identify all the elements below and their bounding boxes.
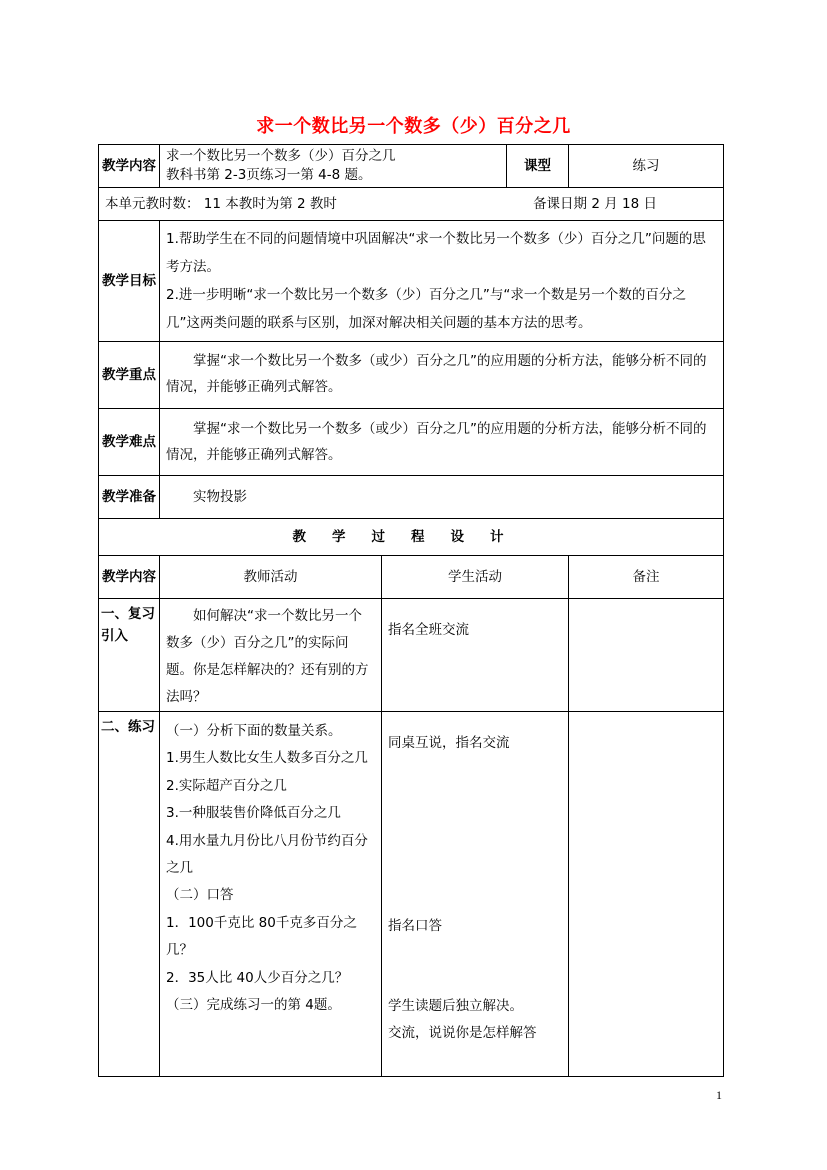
goals-row xyxy=(99,221,724,342)
type-label: 课型 xyxy=(507,145,569,188)
column-header: 教师活动 xyxy=(160,556,382,599)
content-row xyxy=(99,145,724,188)
teacher-activity xyxy=(160,712,382,1077)
unit-info-row xyxy=(99,188,724,221)
section-label: 二、练习 xyxy=(99,712,160,1077)
content-label: 教学内容 xyxy=(99,145,160,188)
content-value xyxy=(160,145,507,188)
student-line: 同桌互说，指名交流 xyxy=(388,735,510,751)
student-line: 指名口答 xyxy=(388,918,442,935)
note-cell xyxy=(569,599,724,712)
process-row xyxy=(99,599,724,712)
teacher-activity: 如何解决“求一个数比另一个数多（少）百分之几”的实际问题。你是怎样解决的？还有别的方法吗？ xyxy=(160,599,382,712)
type-value: 练习 xyxy=(569,145,724,188)
document-title: 求一个数比另一个数多（少）百分之几 xyxy=(256,116,571,137)
teacher-line: 1．100千克比 80千克多百分之几？ xyxy=(166,914,357,959)
difficulty-row xyxy=(99,409,724,476)
note-cell xyxy=(569,712,724,1077)
student-activity: 指名全班交流 xyxy=(382,599,569,712)
process-heading: 教学过程设计 xyxy=(99,519,724,556)
student-line: 学生读题后独立解决。 xyxy=(388,997,523,1014)
teacher-line: 3.一种服装售价降低百分之几 xyxy=(166,805,341,822)
process-heading-row xyxy=(99,519,724,556)
student-activity xyxy=(382,712,569,1077)
teacher-line: （三）完成练习一的第 4题。 xyxy=(166,997,341,1014)
teacher-line: 2.实际超产百分之几 xyxy=(166,777,287,794)
key-points-label: 教学重点 xyxy=(99,342,160,409)
teacher-line: （一）分析下面的数量关系。 xyxy=(166,723,342,739)
content-line: 教科书第 2-3页练习一第 4-8 题。 xyxy=(166,167,372,183)
preparation-text: 实物投影 xyxy=(160,476,724,519)
difficulty-text: 掌握“求一个数比另一个数多（或少）百分之几”的应用题的分析方法，能够分析不同的情况，并能够正确列式解答。 xyxy=(160,409,724,476)
unit-info-cell xyxy=(99,188,724,221)
goal-item: 1.帮助学生在不同的问题情境中巩固解决“求一个数比另一个数多（少）百分之几”问题的思考方法。 xyxy=(166,231,706,275)
lesson-plan-table xyxy=(98,144,724,1077)
difficulty-label: 教学难点 xyxy=(99,409,160,476)
key-points-row xyxy=(99,342,724,409)
process-header-row xyxy=(99,556,724,599)
goal-item: 2.进一步明晰“求一个数比另一个数多（少）百分之几”与“求一个数是另一个数的百分之几”这两类问题的联系与区别，加深对解决相关问题的基本方法的思考。 xyxy=(166,287,686,331)
student-line: 交流，说说你是怎样解答 xyxy=(388,1025,537,1042)
teacher-line: 4.用水量九月份比八月份节约百分之几 xyxy=(166,832,368,877)
key-points-text: 掌握“求一个数比另一个数多（或少）百分之几”的应用题的分析方法，能够分析不同的情况，并能够正确列式解答。 xyxy=(160,342,724,409)
prep-date: 备课日期 2 月 18 日 xyxy=(533,196,657,212)
column-header: 备注 xyxy=(569,556,724,599)
goals-label: 教学目标 xyxy=(99,221,160,342)
page-number: 1 xyxy=(716,1088,722,1102)
section-label: 一、复习引入 xyxy=(99,599,160,712)
teacher-line: 2．35人比 40人少百分之几？ xyxy=(166,969,349,986)
goals-cell xyxy=(160,221,724,342)
column-header: 教学内容 xyxy=(99,556,160,599)
teacher-line: （二）口答 xyxy=(166,887,234,904)
content-line: 求一个数比另一个数多（少）百分之几 xyxy=(166,148,396,164)
preparation-row xyxy=(99,476,724,519)
unit-info: 本单元教时数： 11 本教时为第 2 教时 xyxy=(105,196,337,212)
preparation-label: 教学准备 xyxy=(99,476,160,519)
process-row xyxy=(99,712,724,1077)
column-header: 学生活动 xyxy=(382,556,569,599)
teacher-line: 1.男生人数比女生人数多百分之几 xyxy=(166,750,368,767)
